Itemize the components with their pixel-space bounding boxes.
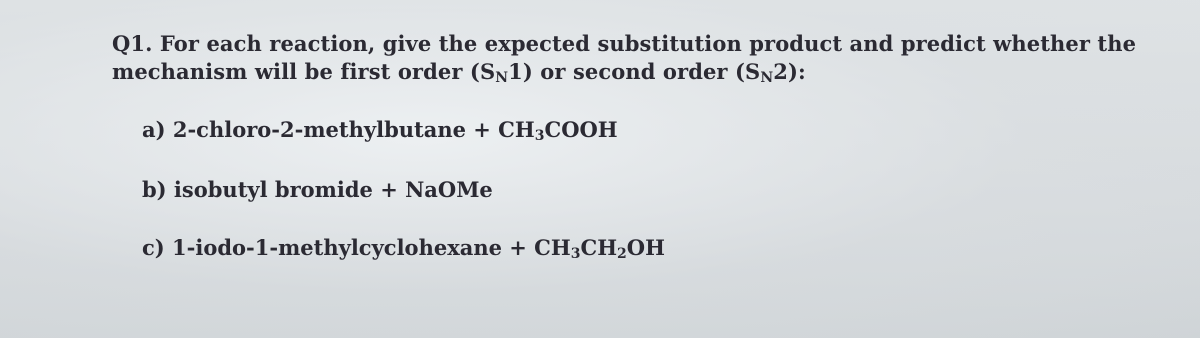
reaction-b-label: b) isobutyl bromide + NaOMe: [142, 177, 493, 202]
reaction-c-label: c) 1-iodo-1-methylcyclohexane + CH: [142, 235, 571, 260]
reaction-c-subscript-1: 3: [570, 246, 581, 262]
question-line-2: [112, 58, 1172, 86]
question-line-2-suffix: 2):: [773, 59, 806, 84]
sn2-subscript: N: [760, 70, 774, 86]
reaction-item-b: [142, 176, 493, 204]
reaction-a-subscript: 3: [534, 128, 545, 144]
reaction-a-label: a) 2-chloro-2-methylbutane + CH: [142, 117, 535, 142]
reaction-item-a: [142, 116, 618, 144]
question-line-2-middle: 1) or second order (S: [508, 59, 761, 84]
reaction-a-rest: COOH: [544, 117, 618, 142]
reaction-item-c: [142, 234, 665, 262]
question-text: [112, 30, 1172, 86]
reaction-c-rest: OH: [626, 235, 665, 260]
sn1-subscript: N: [495, 70, 509, 86]
question-line-1: Q1. For each reaction, give the expected substitution product and predict whether the: [112, 31, 1137, 56]
reaction-c-subscript-2: 2: [617, 246, 627, 262]
question-line-2-prefix: mechanism will be first order (S: [112, 59, 496, 84]
reaction-c-mid: CH: [580, 235, 618, 260]
